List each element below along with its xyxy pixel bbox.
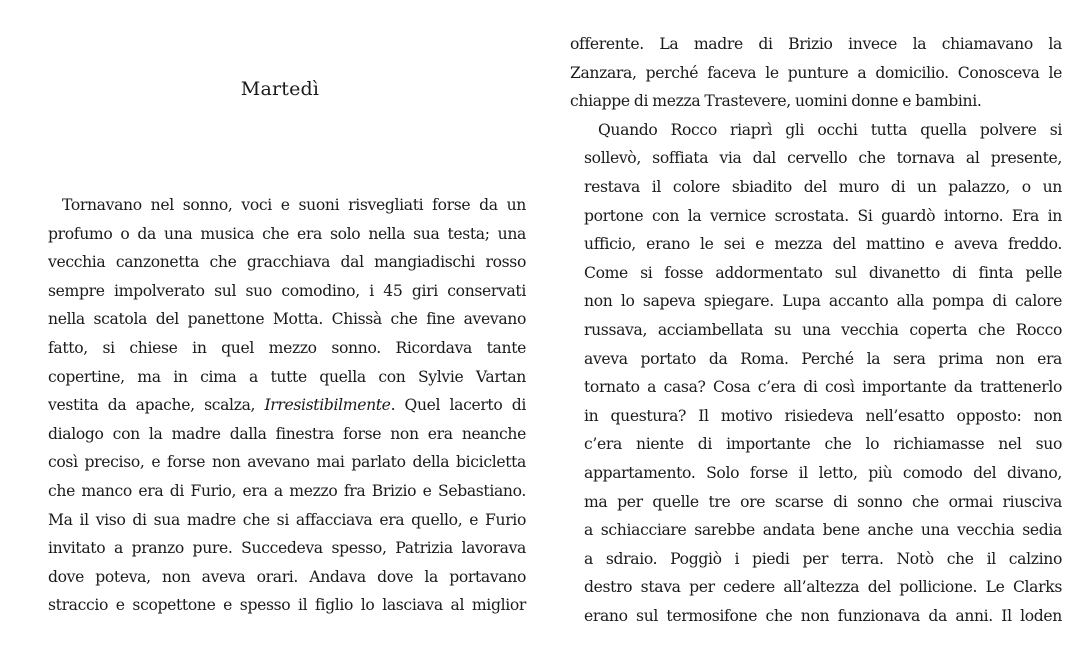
right-page-text <box>570 30 1062 630</box>
text-line: sempre impolverato sul suo comodino, i 45 giri conservati <box>48 281 526 300</box>
text-line: appartamento. Solo forse il letto, più comodo del divano, <box>584 463 1062 482</box>
text-line: Ma il viso di sua madre che si affacciava era quello, e Furio <box>48 510 526 529</box>
text-line: nella scatola del panettone Motta. Chissà che fine avevano <box>48 310 526 329</box>
text-line: a schiacciare sarebbe andata bene anche una vecchia sedia <box>584 521 1062 540</box>
text-line <box>34 391 526 420</box>
text-run: vestita da apache, scalza, <box>48 396 265 415</box>
left-page <box>34 0 526 651</box>
chapter-title: Martedì <box>240 78 320 100</box>
text-line: fatto, si chiese in quel mezzo sonno. Ricordava tante <box>48 338 526 357</box>
text-run: . Quel lacerto di <box>390 396 526 415</box>
text-line: c’era niente di importante che lo richiamasse nel suo <box>584 435 1062 454</box>
text-line: Zanzara, perché faceva le punture a domicilio. Conosceva le <box>570 63 1062 82</box>
text-line: a sdraio. Poggiò i piedi per terra. Notò che il calzino <box>584 549 1062 568</box>
text-line: aveva portato da Roma. Perché la sera prima non era <box>584 349 1062 368</box>
text-line: dialogo con la madre dalla finestra forse non era neanche <box>48 424 526 443</box>
paragraph <box>570 116 1062 631</box>
text-line: copertine, ma in cima a tutte quella con Sylvie Vartan <box>48 367 526 386</box>
text-line: erano sul termosifone che non funzionava da anni. Il loden <box>584 606 1062 625</box>
text-line: dove poteva, non aveva orari. Andava dove la portavano <box>48 567 526 586</box>
text-line: destro stava per cedere all’altezza del pollicione. Le Clarks <box>584 578 1062 597</box>
text-line: non lo sapeva spiegare. Lupa accanto alla pompa di calore <box>584 292 1062 311</box>
text-line: invitato a pranzo pure. Succedeva spesso, Patrizia lavorava <box>48 539 526 558</box>
text-line: ma per quelle tre ore scarse di sonno che ormai riusciva <box>584 492 1062 511</box>
italic-title: Irresistibilmente <box>264 396 391 415</box>
text-line: che manco era di Furio, era a mezzo fra Brizio e Sebastiano. <box>48 481 526 500</box>
text-line: profumo o da una musica che era solo nella sua testa; una <box>48 224 526 243</box>
text-line: così preciso, e forse non avevano mai parlato della bicicletta <box>48 453 526 472</box>
text-line: chiappe di mezza Trastevere, uomini donne e bambini. <box>570 92 982 111</box>
text-line: tornato a casa? Cosa c’era di così importante da trattenerlo <box>584 378 1062 397</box>
text-line: portone con la vernice scrostata. Si guardò intorno. Era in <box>584 206 1062 225</box>
paragraph <box>570 30 1062 116</box>
text-line: straccio e scopettone e spesso il figlio lo lasciava al miglior <box>48 596 526 615</box>
text-line: vecchia canzonetta che gracchiava dal mangiadischi rosso <box>48 253 526 272</box>
right-page <box>570 0 1062 651</box>
text-line: Quando Rocco riaprì gli occhi tutta quella polvere si <box>598 120 1062 139</box>
text-line: offerente. La madre di Brizio invece la chiamavano la <box>570 35 1062 53</box>
text-line: ufficio, erano le sei e mezza del mattino e aveva freddo. <box>584 235 1062 254</box>
text-line: in questura? Il motivo risiedeva nell’esatto opposto: non <box>584 406 1062 425</box>
text-line: russava, acciambellata su una vecchia coperta che Rocco <box>584 320 1062 339</box>
text-line: Tornavano nel sonno, voci e suoni risvegliati forse da un <box>62 196 526 214</box>
left-page-text <box>34 191 526 620</box>
text-line: Come si fosse addormentato sul divanetto di finta pelle <box>584 263 1062 282</box>
paragraph <box>34 191 526 620</box>
text-line: sollevò, soffiata via dal cervello che tornava al presente, <box>584 149 1062 168</box>
text-line: restava il colore sbiadito del muro di un palazzo, o un <box>584 177 1062 196</box>
